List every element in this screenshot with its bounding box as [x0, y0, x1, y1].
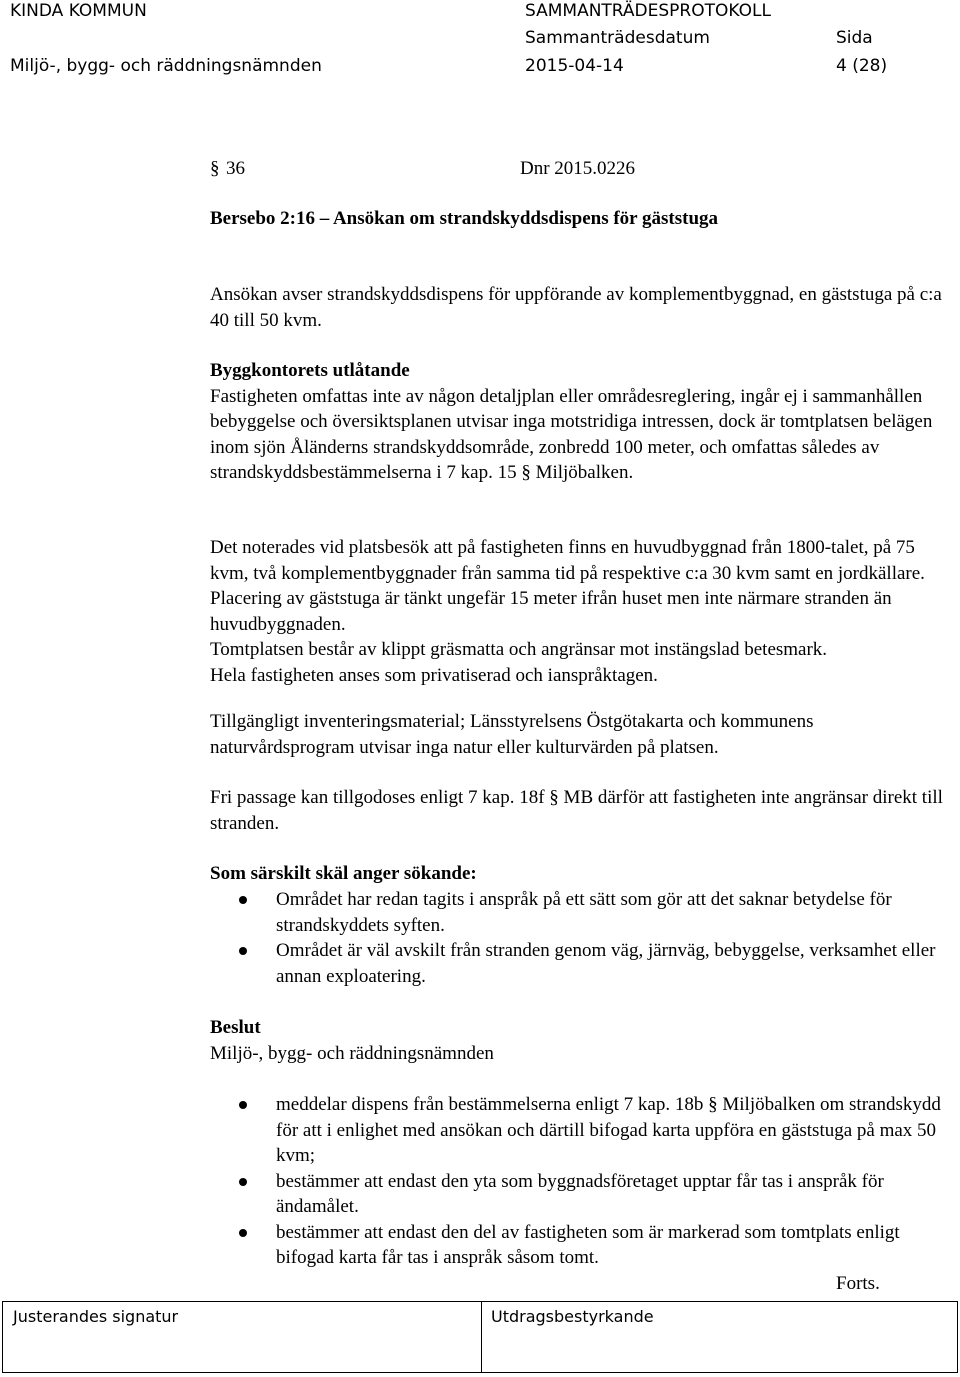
inventory-section	[210, 709, 958, 760]
continued-note: Forts.	[836, 1273, 880, 1294]
reasons-heading-wrap	[210, 861, 958, 887]
reasons-list	[210, 887, 958, 989]
item-number: 36	[226, 158, 245, 179]
item-title: Bersebo 2:16 – Ansökan om strandskyddsdispens för gäststuga	[210, 208, 719, 229]
inventory-text: Tillgängligt inventeringsmaterial; Länsstyrelsens Östgötakarta och kommunens naturvårdsprogram utvisar inga natur eller kulturvärden på platsen.	[210, 711, 814, 758]
passage-text: Fri passage kan tillgodoses enligt 7 kap. 18f § MB därför att fastigheten inte angränsar direkt till stranden.	[210, 787, 943, 834]
passage-section	[210, 785, 958, 836]
bullet-icon	[239, 1178, 247, 1186]
page-label: Sida	[836, 28, 873, 48]
decision-text: bestämmer att endast den yta som byggnadsföretaget upptar får tas i anspråk för ändamålet.	[276, 1170, 884, 1217]
footer-signature-table	[2, 1301, 958, 1373]
committee-name: Miljö-, bygg- och räddningsnämnden	[10, 56, 322, 76]
list-item	[210, 1220, 958, 1271]
bullet-icon	[239, 947, 247, 955]
extract-label: Utdragsbestyrkande	[491, 1307, 654, 1326]
dnr: Dnr 2015.0226	[520, 158, 636, 179]
bullet-icon	[239, 1229, 247, 1237]
list-item	[210, 938, 958, 989]
statement-text: Fastigheten omfattas inte av någon detaljplan eller områdesreglering, ingår ej i sammanhållen bebyggelse och översiktsplanen utvisar inga motstridiga intressen, dock är tomtplatsen belägen inom sjön Åländerns strandskyddsområde, zonbredd 100 meter, och omfattas således av strandskyddsbestämmelserna i 7 kap. 15 § Miljöbalken.	[210, 385, 933, 483]
decision-text: bestämmer att endast den del av fastigheten som är markerad som tomtplats enligt bifogad karta får tas i anspråk såsom tomt.	[276, 1221, 900, 1268]
decisions-list	[210, 1092, 958, 1271]
bullet-icon	[239, 896, 247, 904]
meeting-date: 2015-04-14	[525, 56, 624, 76]
visit-text-2: Tomtplatsen består av klippt gräsmatta och angränsar mot instängslad betesmark.	[210, 639, 828, 660]
reason-text: Området är väl avskilt från stranden genom väg, järnväg, bebyggelse, verksamhet eller annan exploatering.	[276, 940, 936, 987]
doc-type: SAMMANTRÄDESPROTOKOLL	[525, 1, 771, 21]
intro-section	[210, 282, 958, 333]
decision-body: Miljö-, bygg- och räddningsnämnden	[210, 1042, 494, 1064]
list-item	[210, 887, 958, 938]
bullet-icon	[239, 1101, 247, 1109]
decision-heading: Beslut	[210, 1017, 261, 1038]
page-number: 4 (28)	[836, 56, 888, 76]
statement-section	[210, 358, 958, 486]
intro-text: Ansökan avser strandskyddsdispens för uppförande av komplementbyggnad, en gäststuga på c:a 40 till 50 kvm.	[210, 284, 942, 331]
visit-text-1: Det noterades vid platsbesök att på fastigheten finns en huvudbyggnad från 1800-talet, på 75 kvm, två komplementbyggnader från samma tid på respektive c:a 30 kvm samt en jordkällare. Placering av gäststuga är tänkt ungefär 15 meter ifrån huset men inte närmare stranden än huvudbyggnaden.	[210, 537, 925, 635]
reasons-heading: Som särskilt skäl anger sökande:	[210, 863, 477, 884]
statement-heading: Byggkontorets utlåtande	[210, 360, 410, 381]
list-item	[210, 1092, 958, 1169]
list-item	[210, 1169, 958, 1220]
footer-divider	[481, 1302, 482, 1372]
visit-section	[210, 535, 958, 688]
date-label: Sammanträdesdatum	[525, 28, 710, 48]
section-mark: §	[210, 158, 220, 179]
org-name: KINDA KOMMUN	[10, 1, 147, 21]
decision-section	[210, 1015, 958, 1066]
reason-text: Området har redan tagits i anspråk på ett sätt som gör att det saknar betydelse för strandskyddets syften.	[276, 889, 892, 936]
decision-text: meddelar dispens från bestämmelserna enligt 7 kap. 18b § Miljöbalken om strandskydd för att i enlighet med ansökan och därtill bifogad karta uppföra en gäststuga på max 50 kvm;	[276, 1094, 941, 1166]
signature-label: Justerandes signatur	[13, 1307, 179, 1326]
visit-text-3: Hela fastigheten anses som privatiserad och ianspråktagen.	[210, 664, 658, 686]
